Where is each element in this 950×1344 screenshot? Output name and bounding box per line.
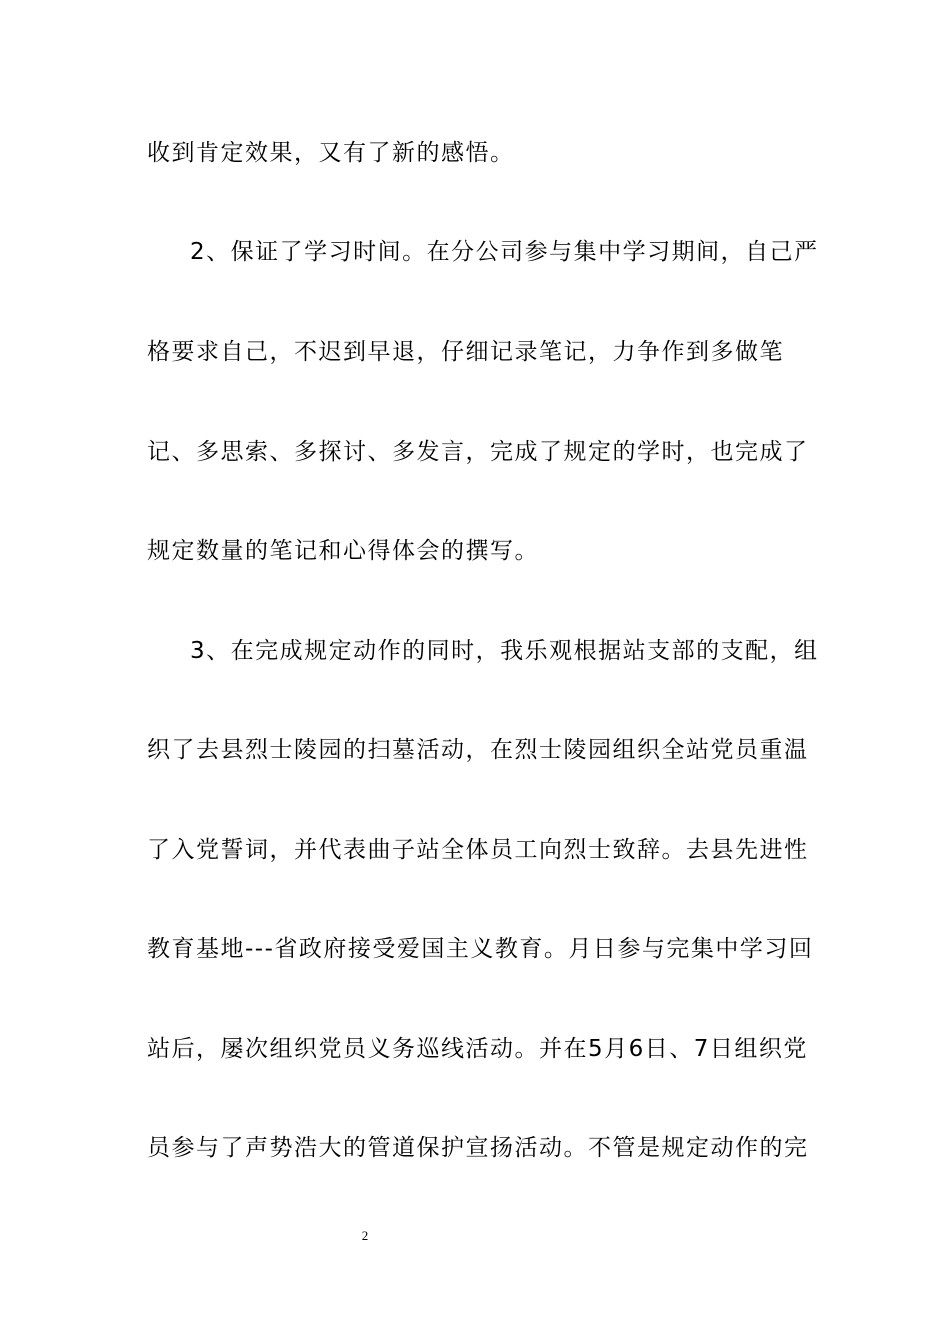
paragraph-line: 格要求自己，不迟到早退，仔细记录笔记，力争作到多做笔: [147, 339, 784, 365]
page-number: 2: [361, 1228, 369, 1243]
paragraph-line: 收到肯定效果，又有了新的感悟。: [147, 140, 515, 166]
paragraph-line: 员参与了声势浩大的管道保护宣扬活动。不管是规定动作的完: [147, 1135, 809, 1161]
paragraph-line: 3、在完成规定动作的同时，我乐观根据站支部的支配，组: [190, 638, 819, 664]
paragraph-line: 2、保证了学习时间。在分公司参与集中学习期间，自己严: [190, 239, 819, 265]
paragraph-line: 站后，屡次组织党员义务巡线活动。并在5月6日、7日组织党: [147, 1036, 808, 1062]
paragraph-line: 织了去县烈士陵园的扫墓活动，在烈士陵园组织全站党员重温: [147, 737, 809, 763]
paragraph-line: 记、多思索、多探讨、多发言，完成了规定的学时，也完成了: [147, 439, 809, 465]
paragraph-line: 规定数量的笔记和心得体会的撰写。: [147, 538, 539, 564]
paragraph-line: 了入党誓词，并代表曲子站全体员工向烈士致辞。去县先进性: [147, 837, 809, 863]
paragraph-line: 教育基地---省政府接受爱国主义教育。月日参与完集中学习回: [147, 936, 814, 962]
